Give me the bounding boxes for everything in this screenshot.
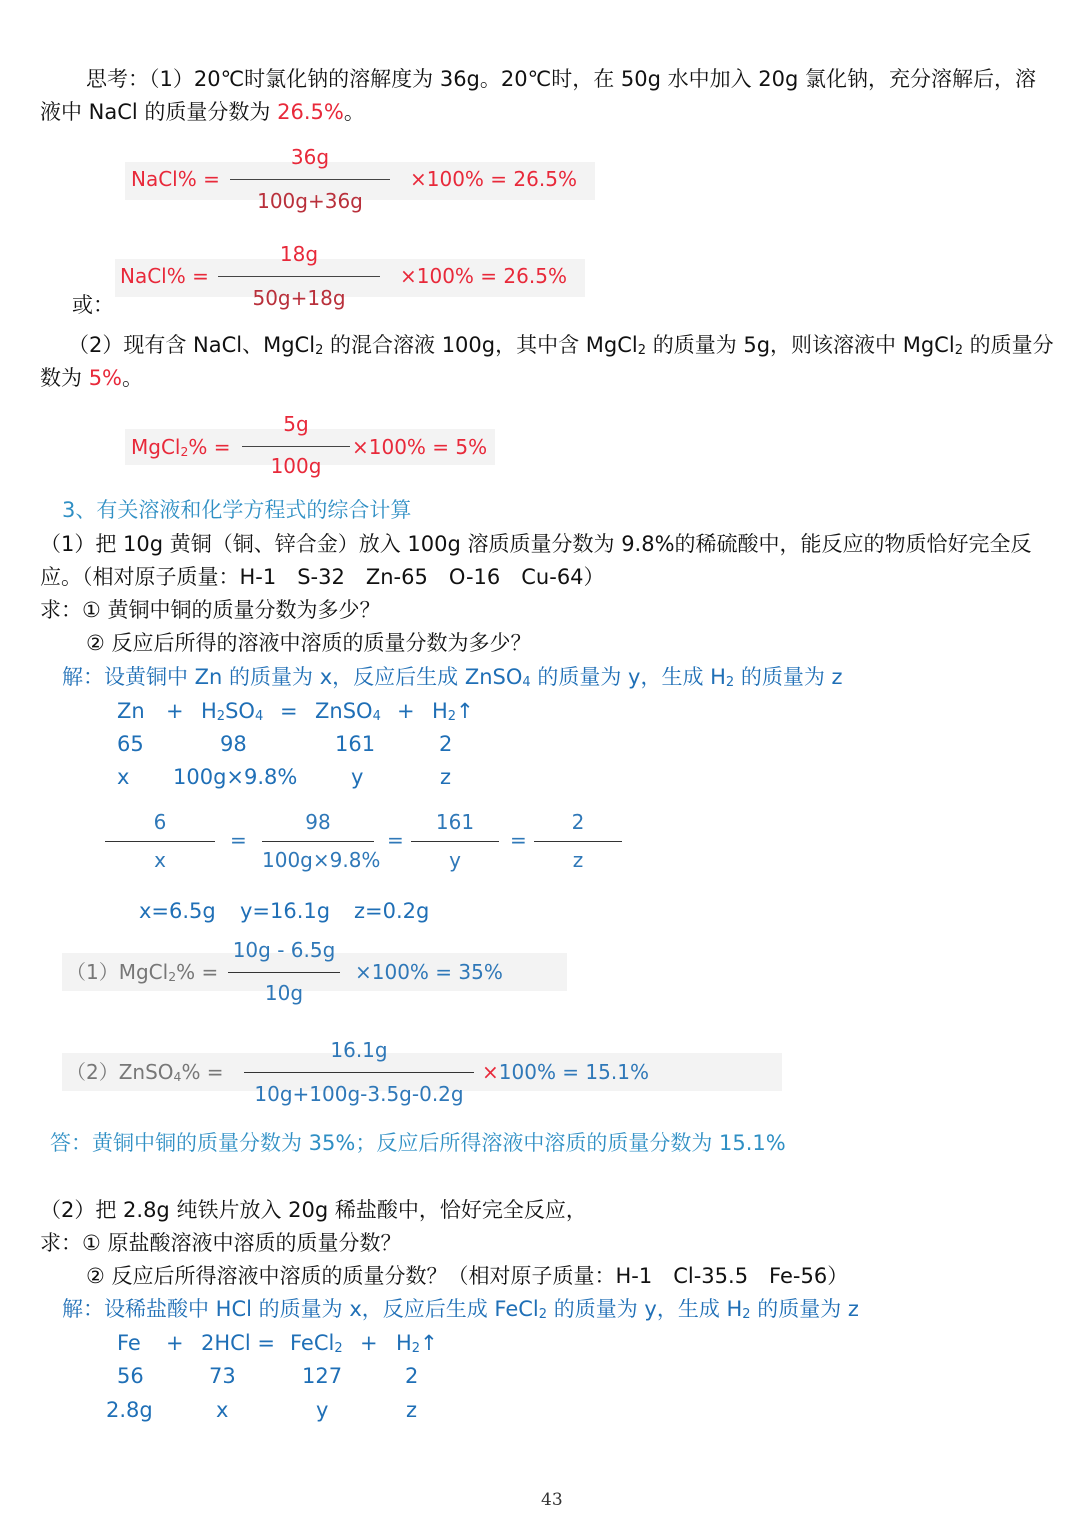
subscript: 2 (742, 1306, 751, 1322)
equals-sign: = (510, 828, 527, 852)
molar-mass: 127 (302, 1364, 343, 1388)
eq-term: 2HCl = (201, 1331, 275, 1355)
problem-2-line-1: （2）把 2.8g 纯铁片放入 20g 稀盐酸中，恰好完全反应， (40, 1198, 587, 1222)
denominator: x (154, 848, 166, 872)
eq-plus: + (166, 1331, 184, 1355)
problem-1-ask-1: 求：① 黄铜中铜的质量分数为多少？ (40, 598, 381, 622)
sol-text-b: 的质量为 y，生成 H (530, 665, 726, 689)
question-1-line-1: 思考：（1）20℃时氯化钠的溶解度为 36g。20℃时，在 50g 水中加入 20g 氯化钠，充分溶解后，溶 (86, 67, 1037, 91)
quantity: 100g×9.8% (173, 765, 298, 789)
lhs-a: MgCl (131, 435, 181, 459)
problem-1-line-2: 应。（相对原子质量：H-1 S-32 Zn-65 O-16 Cu-64） (40, 565, 605, 589)
denominator: y (449, 848, 461, 872)
unknown: x (216, 1398, 229, 1422)
subscript: 4 (522, 674, 531, 690)
solution-2-setup (62, 1297, 859, 1322)
problem-1-ask-2: ② 反应后所得的溶液中溶质的质量分数为多少？ (86, 631, 532, 655)
fraction-bar (228, 972, 340, 973)
q2-text-pre: 数为 (40, 366, 89, 390)
result-x: x=6.5g (139, 899, 216, 923)
subscript: 2 (538, 1306, 548, 1322)
unknown: z (440, 765, 452, 789)
numerator: 6 (153, 810, 167, 834)
q2-text-d: 的质量分 (962, 333, 1054, 357)
molar-mass: 161 (335, 732, 376, 756)
formula-1-lhs: NaCl% = (131, 167, 220, 191)
subscript: 2 (180, 443, 189, 459)
numerator: 98 (305, 810, 331, 834)
period: 。 (343, 100, 365, 124)
answer-value: 26.5% (277, 100, 344, 124)
fraction-bar (218, 276, 380, 277)
eq-term: $H_2↑$ (396, 1331, 438, 1356)
formula-1-fraction (230, 145, 390, 220)
problem-2-ask-2: ② 反应后所得溶液中溶质的质量分数？（相对原子质量：H-1 Cl-35.5 Fe-56） (86, 1264, 849, 1288)
equation-1-row-1 (117, 699, 517, 727)
answer-1: 答：黄铜中铜的质量分数为 35%；反应后所得溶液中溶质的质量分数为 15.1% (50, 1131, 786, 1155)
fraction-bar (105, 841, 215, 842)
formula-4-rhs: ×100% = 35% (355, 960, 503, 984)
molar-mass: 2 (439, 732, 453, 756)
molar-mass: 2 (405, 1364, 419, 1388)
subscript: 2 (725, 674, 735, 690)
unknown: x (117, 765, 130, 789)
formula-2-denominator: 50g+18g (252, 286, 346, 310)
quantity: 2.8g (106, 1398, 153, 1422)
fraction-bar (534, 841, 622, 842)
numerator: 2 (571, 810, 585, 834)
eq-term: Zn (117, 699, 145, 723)
denominator: z (572, 848, 584, 872)
fraction-bar (244, 1072, 474, 1073)
rhs-value: 100% = 15.1% (498, 1060, 649, 1084)
q2-text-c: 的质量为 5g，则该溶液中 MgCl (646, 333, 955, 357)
subscript: 2 (637, 342, 647, 358)
fraction-bar (411, 841, 499, 842)
fraction-bar (262, 841, 374, 842)
formula-3-fraction (242, 412, 350, 484)
sol-text-c: 的质量为 z (734, 665, 843, 689)
eq-plus: + (166, 699, 184, 723)
question-1-text: 液中 NaCl 的质量分数为 (40, 100, 278, 124)
sol-text-a: 解：设稀盐酸中 HCl 的质量为 x，反应后生成 FeCl (62, 1297, 539, 1321)
formula-4-lhs: （1）MgCl$_2$% = (66, 960, 219, 984)
page-number: 43 (541, 1490, 563, 1510)
eq-equals: = (280, 699, 298, 723)
sol-text-c: 的质量为 z (750, 1297, 859, 1321)
unknown: z (406, 1398, 418, 1422)
question-1-line-2 (40, 100, 365, 125)
eq-term: ZnSO$_4$ (315, 699, 381, 724)
lhs-b: % = (188, 435, 231, 459)
formula-5-rhs (482, 1060, 649, 1084)
equation-2-row-1 (117, 1331, 517, 1359)
ratio-fraction-4 (534, 810, 622, 878)
formula-3-lhs (131, 435, 231, 459)
formula-4-fraction (228, 938, 340, 1012)
problem-1-line-1: （1）把 10g 黄铜（铜、锌合金）放入 100g 溶质质量分数为 9.8%的稀硫酸中，能反应的物质恰好完全反 (40, 532, 1032, 556)
ratio-fraction-1 (105, 810, 215, 878)
eq-term: Fe (117, 1331, 141, 1355)
result-y: y=16.1g (240, 899, 331, 923)
times-sign: × (482, 1060, 499, 1084)
solution-1-setup (62, 665, 843, 690)
formula-1-rhs: ×100% = 26.5% (410, 167, 577, 191)
sol-text-b: 的质量为 y，生成 H (547, 1297, 743, 1321)
formula-5-numerator: 16.1g (330, 1038, 388, 1062)
formula-1-denominator: 100g+36g (257, 189, 363, 213)
fraction-bar (230, 179, 390, 180)
eq-term: FeCl$_2$ (290, 1331, 343, 1356)
molar-mass: 56 (117, 1364, 144, 1388)
ratio-fraction-3 (411, 810, 499, 878)
eq-term: $H_2↑$ (432, 699, 474, 724)
or-label: 或： (72, 293, 114, 317)
section-heading: 3、有关溶液和化学方程式的综合计算 (62, 498, 412, 522)
formula-3-numerator: 5g (283, 412, 309, 436)
eq-plus: + (360, 1331, 378, 1355)
question-2-line-2 (40, 366, 143, 391)
equation-1-row-3 (117, 765, 517, 793)
formula-2-lhs: NaCl% = (120, 264, 209, 288)
unknown: y (316, 1398, 329, 1422)
ratio-fraction-2 (262, 810, 381, 878)
problem-2-ask-1: 求：① 原盐酸溶液中溶质的质量分数？ (40, 1231, 402, 1255)
formula-5-lhs: （2）ZnSO$_4$% = (66, 1060, 224, 1084)
results-row (139, 899, 459, 927)
q2-text-a: （2）现有含 NaCl、MgCl (68, 333, 316, 357)
period: 。 (122, 366, 144, 390)
formula-3-rhs: ×100% = 5% (352, 435, 488, 459)
formula-3-denominator: 100g (270, 454, 322, 478)
molar-mass: 65 (117, 732, 144, 756)
q2-text-b: 的混合溶液 100g，其中含 MgCl (323, 333, 638, 357)
equation-2-row-3 (106, 1398, 506, 1426)
formula-4-numerator: 10g - 6.5g (232, 938, 336, 962)
formula-2-numerator: 18g (279, 242, 319, 266)
molar-mass: 73 (209, 1364, 236, 1388)
question-2-line-1 (68, 333, 1054, 358)
equals-sign: = (230, 828, 247, 852)
formula-2-rhs: ×100% = 26.5% (400, 264, 567, 288)
answer-value: 5% (88, 366, 123, 390)
numerator: 161 (435, 810, 475, 834)
eq-term: $H_2SO_4$ (201, 699, 264, 724)
formula-2-fraction (218, 242, 380, 317)
fraction-bar (242, 446, 350, 447)
unknown: y (351, 765, 364, 789)
formula-5-denominator: 10g+100g-3.5g-0.2g (254, 1082, 464, 1106)
eq-plus: + (397, 699, 415, 723)
subscript: 2 (954, 342, 963, 358)
formula-5-fraction (244, 1038, 474, 1112)
result-z: z=0.2g (354, 899, 430, 923)
equation-2-row-2 (117, 1364, 517, 1392)
equals-sign: = (387, 828, 404, 852)
formula-1-numerator: 36g (290, 145, 330, 169)
subscript: 2 (315, 342, 324, 358)
denominator: 100g×9.8% (262, 848, 381, 872)
equation-1-row-2 (117, 732, 517, 760)
sol-text-a: 解：设黄铜中 Zn 的质量为 x，反应后生成 ZnSO (62, 665, 523, 689)
formula-4-denominator: 10g (264, 981, 304, 1005)
molar-mass: 98 (220, 732, 247, 756)
